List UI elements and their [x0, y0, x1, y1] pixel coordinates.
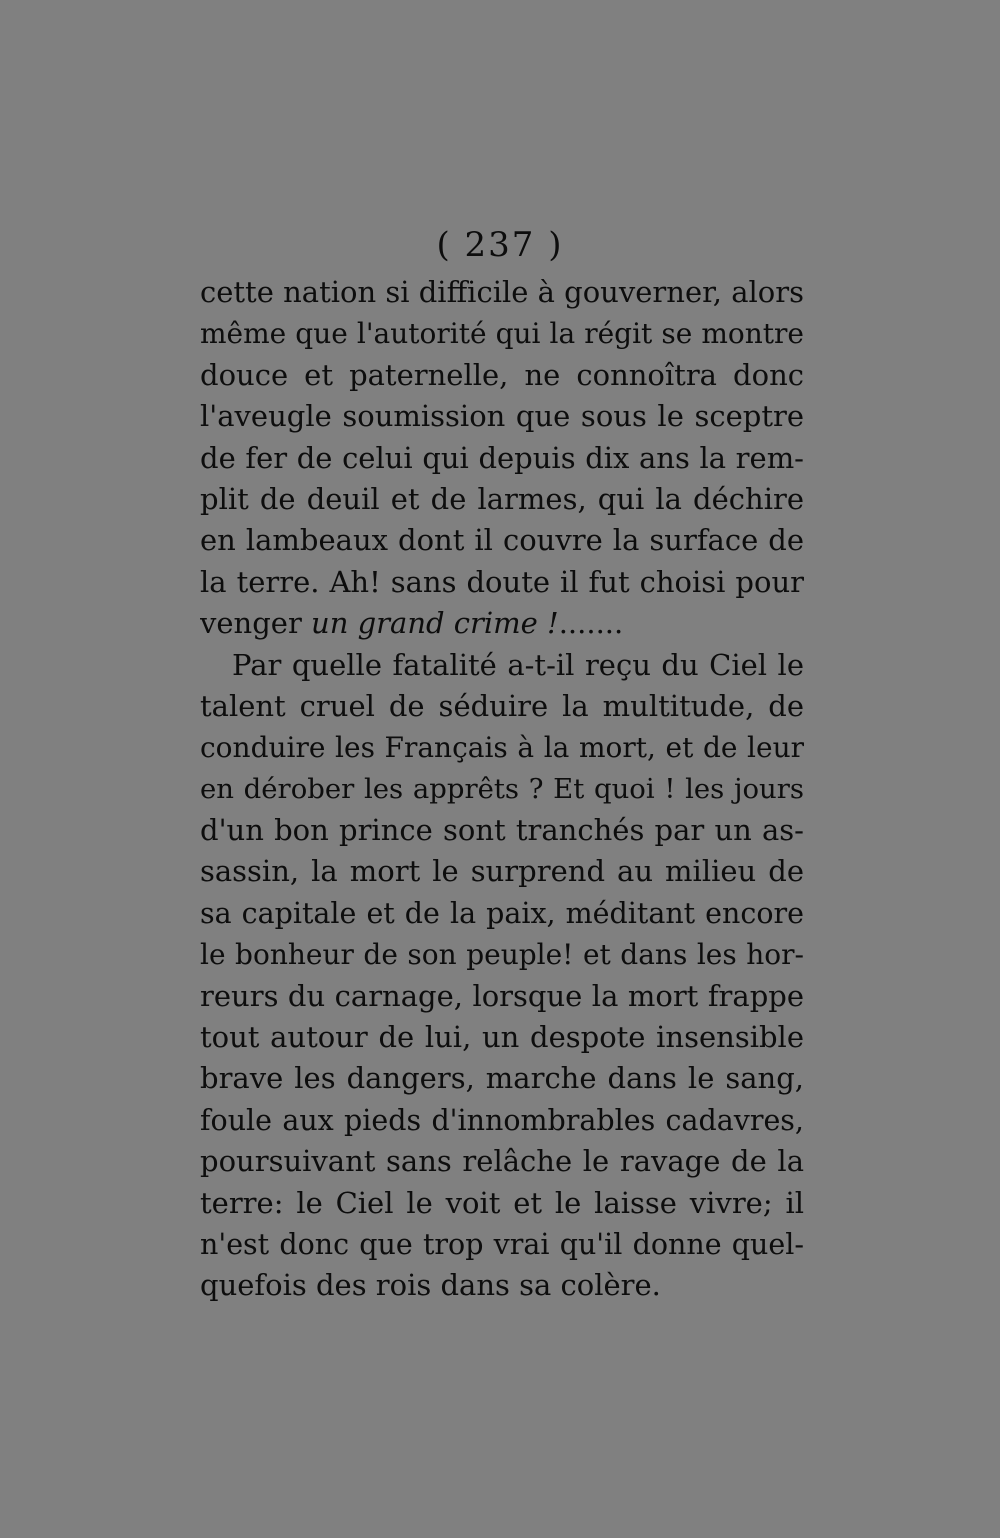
text-line: reurs du carnage, lorsque la mort frappe — [200, 978, 804, 1013]
text-line: de fer de celui qui depuis dix ans la rem- — [200, 440, 804, 475]
text-line: sa capitale et de la paix, méditant encore — [200, 896, 804, 930]
text-line: terre: le Ciel le voit et le laisse vivre; il — [200, 1185, 804, 1220]
text-line: conduire les Français à la mort, et de leur — [200, 731, 804, 765]
text-line: poursuivant sans relâche le ravage de la — [200, 1144, 804, 1179]
text-line: sassin, la mort le surprend au milieu de — [200, 854, 804, 889]
text-line: le bonheur de son peuple! et dans les hor- — [200, 938, 804, 972]
text-line: l'aveugle soumission que sous le sceptre — [200, 399, 804, 434]
text-line: en dérober les apprêts ? Et quoi ! les jours — [200, 772, 804, 805]
text-line: en lambeaux dont il couvre la surface de — [200, 523, 804, 558]
italic-phrase: un grand crime ! — [311, 606, 559, 641]
text-line: brave les dangers, marche dans le sang, — [200, 1061, 804, 1096]
text-line: même que l'autorité qui la régit se montre — [200, 317, 804, 351]
text-line: talent cruel de séduire la multitude, de — [200, 688, 804, 723]
paragraph-1 — [200, 272, 804, 645]
text-line: plit de deuil et de larmes, qui la déchire — [200, 481, 804, 516]
text-run: venger — [200, 606, 312, 641]
text-line: douce et paternelle, ne connoîtra donc — [200, 357, 804, 392]
paragraph-2 — [200, 645, 804, 1307]
text-line: n'est donc que trop vrai qu'il donne quel- — [200, 1227, 804, 1261]
text-line: cette nation si difficile à gouverner, alors — [200, 275, 804, 309]
text-line: quefois des rois dans sa colère. — [200, 1268, 661, 1303]
ellipsis: ....... — [558, 606, 624, 641]
page-number: ( 237 ) — [436, 225, 564, 265]
body-text — [200, 272, 804, 1307]
text-line: Par quelle fatalité a-t-il reçu du Ciel le — [232, 647, 804, 682]
text-line: la terre. Ah! sans doute il fut choisi pour — [200, 564, 804, 599]
text-line: foule aux pieds d'innombrables cadavres, — [200, 1103, 804, 1137]
text-line: d'un bon prince sont tranchés par un as- — [200, 813, 804, 848]
text-line — [200, 603, 804, 644]
text-line: tout autour de lui, un despote insensible — [200, 1020, 804, 1055]
